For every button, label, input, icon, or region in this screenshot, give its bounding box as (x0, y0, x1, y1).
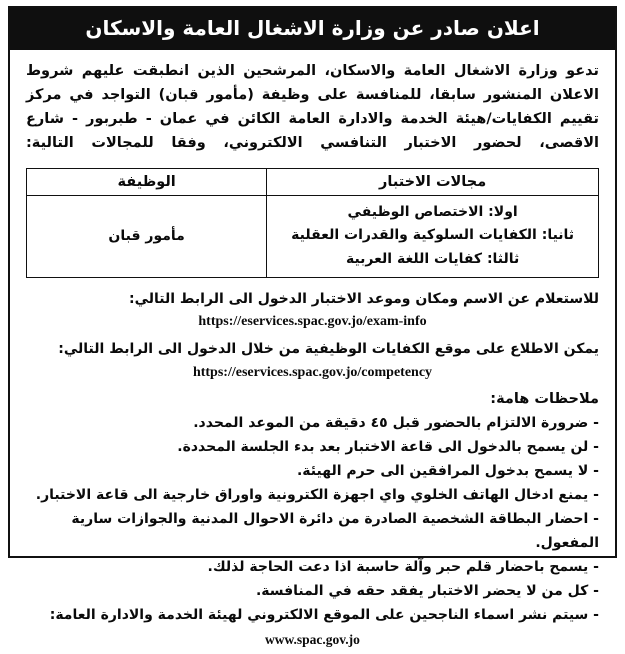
table-header-row (27, 168, 599, 195)
list-item: - يسمح باحضار قلم حبر وآلة حاسبة اذا دعت الحاجة لذلك. (207, 559, 599, 576)
exam-info-link[interactable]: https://eservices.spac.gov.jo/exam-info (198, 314, 427, 330)
competency-instruction: يمكن الاطلاع على موقع الكفايات الوظيفية من خلال الدخول الى الرابط التالي: (58, 341, 599, 358)
column-header-fields: مجالات الاختبار (267, 168, 599, 195)
table-row (27, 195, 599, 277)
exam-field-3: ثالثا: كفايات اللغة العربية (345, 251, 520, 268)
announcement-sheet (8, 6, 617, 647)
intro-paragraph: تدعو وزارة الاشغال العامة والاسكان، المرشحين الذين انطبقت عليهم شروط الاعلان المنشور سابقا، للمنافسة على وظيفة (مأمور قبان) التواجد في مركز تقييم الكفايات/هيئة الخدمة والادارة العامة الكائن في عمان - طبربور - شارع الاقصى، لحضور الاختبار التنافسي الالكتروني، وفقا للمجالات التالية: (26, 63, 599, 151)
cell-exam-fields (267, 195, 599, 277)
exam-field-1: اولا: الاختصاص الوظيفي (347, 203, 518, 220)
list-item: - احضار البطاقة الشخصية الصادرة من دائرة الاحوال المدنية والجوازات سارية المفعول. (71, 511, 599, 552)
announcement-title: اعلان صادر عن وزارة الاشغال العامة والاسكان (10, 8, 615, 50)
competency-link[interactable]: https://eservices.spac.gov.jo/competency (192, 364, 433, 380)
exam-fields-table (26, 168, 599, 278)
list-item: - كل من لا يحضر الاختبار يفقد حقه في المنافسة. (255, 583, 599, 600)
list-item: - لا يسمح بدخول المرافقين الى حرم الهيئة. (296, 463, 599, 480)
list-item: - ضرورة الالتزام بالحضور قبل ٤٥ دقيقة من الموعد المحدد. (193, 414, 599, 431)
cell-position: مأمور قبان (27, 195, 267, 277)
official-website-link[interactable]: www.spac.gov.jo (265, 631, 360, 647)
list-item: - يمنع ادخال الهاتف الخلوي واي اجهزة الكترونية واوراق خارجية الى قاعة الاختبار. (35, 487, 599, 504)
list-item: - لن يسمح بالدخول الى قاعة الاختبار بعد بدء الجلسة المحددة. (177, 438, 599, 455)
list-item: - سيتم نشر اسماء الناجحين على الموقع الالكتروني لهيئة الخدمة والادارة العامة: (49, 607, 599, 624)
notes-list (26, 411, 599, 628)
inquiry-instruction: للاستعلام عن الاسم ومكان وموعد الاختبار الدخول الى الرابط التالي: (129, 291, 599, 308)
notes-heading: ملاحظات هامة: (490, 390, 599, 407)
announcement-body (10, 50, 615, 654)
column-header-position: الوظيفة (27, 168, 267, 195)
exam-field-2: ثانيا: الكفايات السلوكية والقدرات العقلية (291, 227, 575, 244)
